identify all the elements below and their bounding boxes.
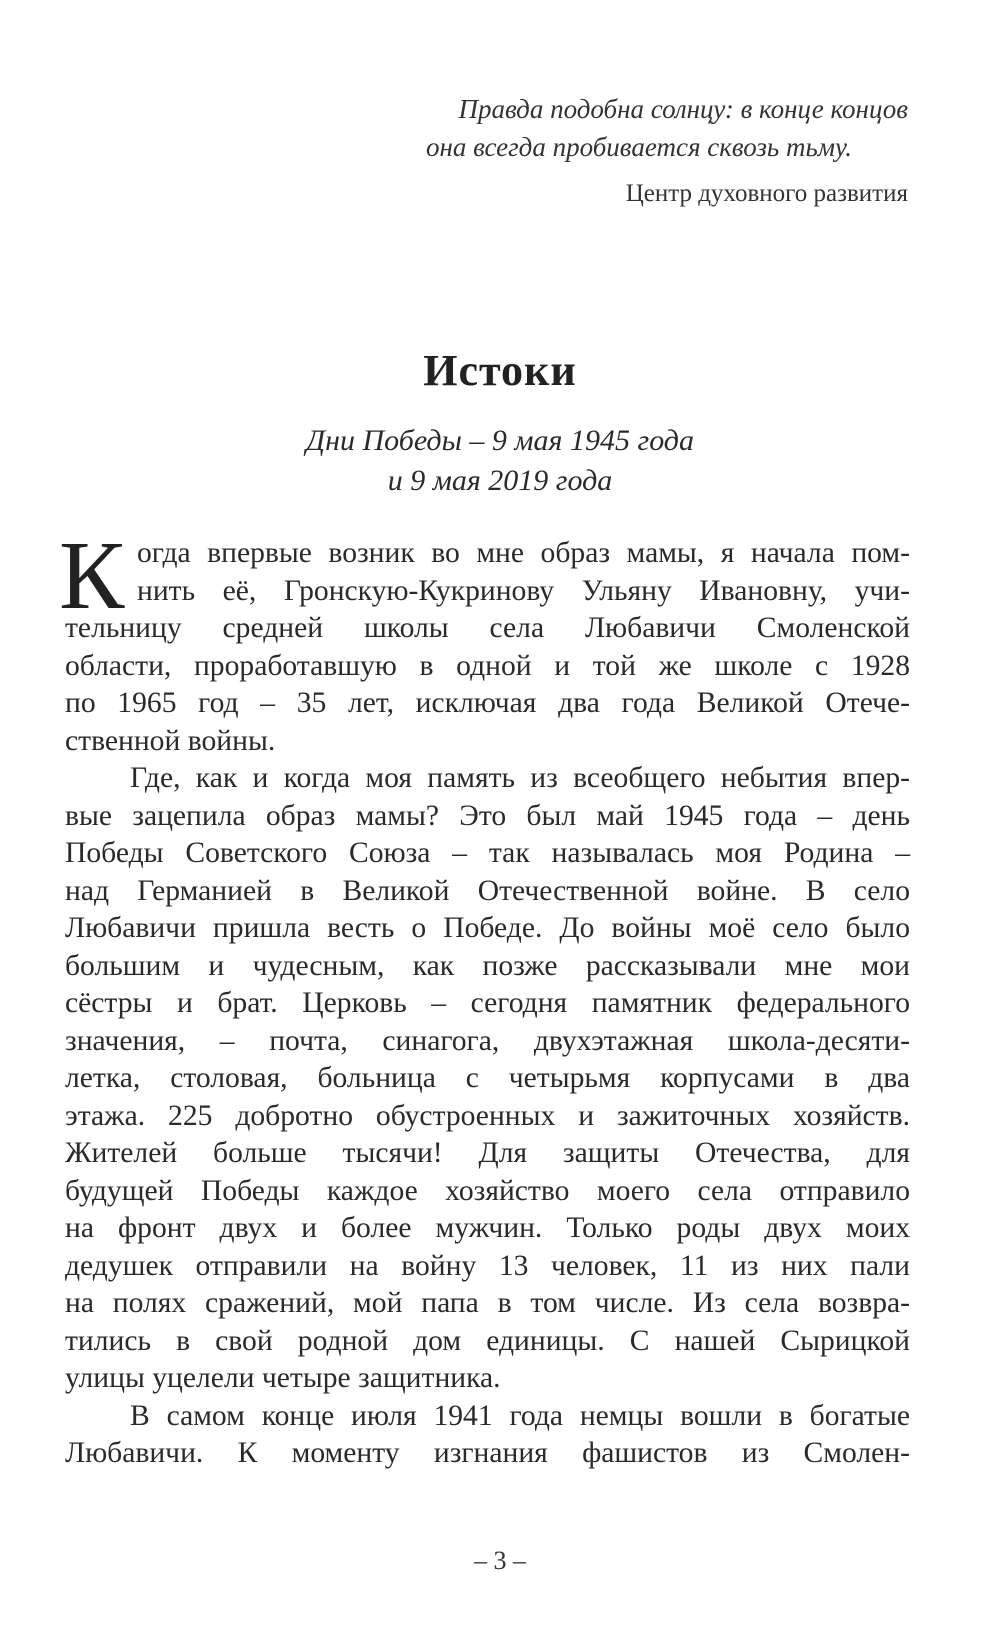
epigraph-line-1: Правда подобна солнцу: в конце концов bbox=[458, 94, 908, 124]
text-line: улицы уцелели четыре защитника. bbox=[65, 1362, 501, 1394]
text-line: сёстры и брат. Церковь – сегодня памятник федерального bbox=[65, 987, 910, 1019]
text-line: будущей Победы каждое хозяйство моего села отправило bbox=[65, 1174, 910, 1207]
text-line: Любавичи пришла весть о Победе. До войны моё село было bbox=[65, 912, 910, 944]
text-line: летка, столовая, больница с четырьмя корпусами в два bbox=[65, 1062, 910, 1094]
text-line: ственной войны. bbox=[65, 724, 276, 757]
text-line: Любавичи. К моменту изгнания фашистов из Смолен- bbox=[65, 1437, 910, 1469]
text-line: по 1965 год – 35 лет, исключая два года Великой Отече- bbox=[65, 687, 910, 719]
text-line: над Германией в Великой Отечественной войне. В село bbox=[65, 874, 910, 907]
text-line: нить её, Гронскую-Кукринову Ульяну Ивановну, учи- bbox=[137, 574, 910, 607]
text-line: Где, как и когда моя память из всеобщего небытия впер- bbox=[130, 762, 910, 794]
text-line: на полях сражений, мой папа в том числе. Из села возвра- bbox=[65, 1287, 910, 1319]
text-line: значения, – почта, синагога, двухэтажная школа-десяти- bbox=[65, 1024, 910, 1057]
page-number: – 3 – bbox=[474, 1546, 526, 1575]
text-line: этажа. 225 добротно обустроенных и зажиточных хозяйств. bbox=[65, 1099, 910, 1132]
text-line: Жителей больше тысячи! Для защиты Отечества, для bbox=[65, 1137, 910, 1169]
epigraph-author: Центр духовного развития bbox=[625, 180, 908, 207]
text-line: тельницу средней школы села Любавичи Смоленской bbox=[65, 612, 910, 644]
chapter-subtitle bbox=[0, 421, 1000, 501]
text-line: тились в свой родной дом единицы. С нашей Сырицкой bbox=[65, 1324, 910, 1357]
drop-cap: К bbox=[59, 522, 125, 630]
text-line: области, проработавшую в одной и той же школе с 1928 bbox=[65, 649, 910, 682]
text-line: большим и чудесным, как позже рассказывали мне мои bbox=[65, 949, 910, 982]
body-text bbox=[59, 522, 910, 1473]
text-line: вые зацепила образ мамы? Это был май 1945 года – день bbox=[65, 799, 910, 832]
subtitle-line-1: Дни Победы – 9 мая 1945 года bbox=[306, 424, 694, 457]
text-line: В самом конце июля 1941 года немцы вошли в богатые bbox=[130, 1399, 910, 1432]
text-line: огда впервые возник во мне образ мамы, я начала пом- bbox=[137, 537, 910, 569]
chapter-title: Истоки bbox=[423, 346, 577, 395]
subtitle-line-2: и 9 мая 2019 года bbox=[387, 464, 613, 497]
epigraph-line-2: она всегда пробивается сквозь тьму. bbox=[426, 132, 852, 162]
text-line: на фронт двух и более мужчин. Только роды двух моих bbox=[65, 1212, 910, 1244]
text-line: Победы Советского Союза – так называлась моя Родина – bbox=[65, 837, 910, 869]
text-line: дедушек отправили на войну 13 человек, 11 из них пали bbox=[65, 1249, 910, 1282]
epigraph bbox=[348, 90, 908, 212]
